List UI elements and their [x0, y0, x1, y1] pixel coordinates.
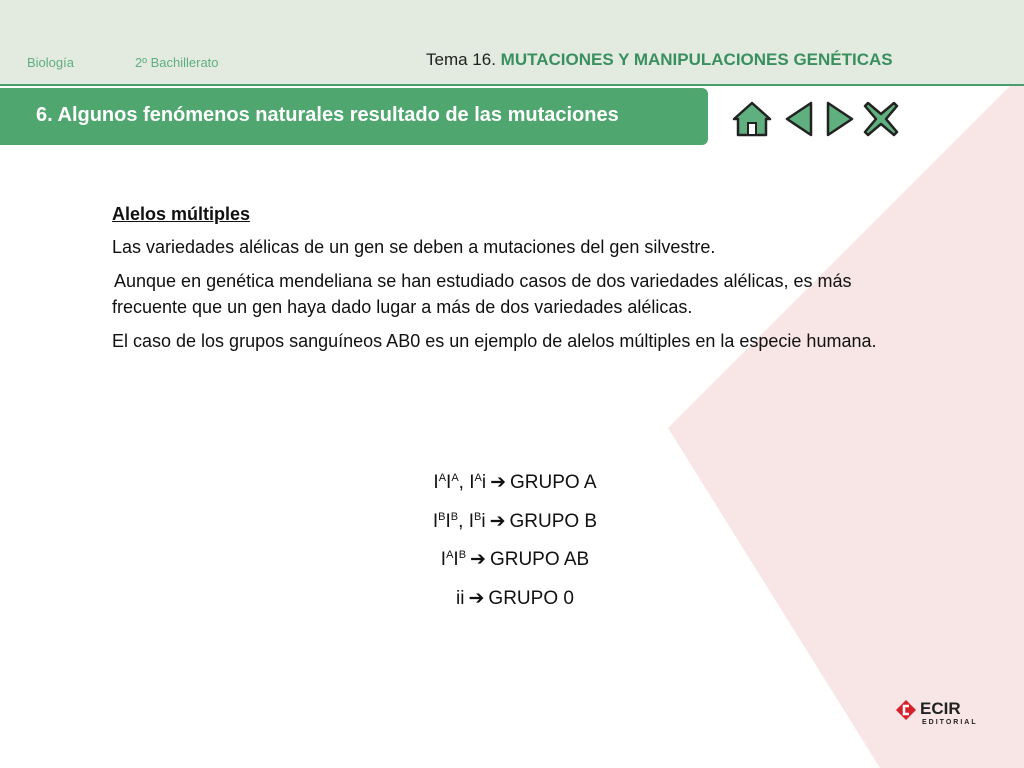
topic-prefix: Tema 16.	[426, 50, 501, 69]
close-button[interactable]	[862, 100, 900, 138]
previous-button[interactable]	[783, 100, 815, 138]
topic-name: MUTACIONES Y MANIPULACIONES GENÉTICAS	[500, 50, 893, 69]
formula-row	[390, 468, 640, 507]
blood-group-result: GRUPO AB	[489, 549, 590, 570]
next-button[interactable]	[824, 100, 856, 138]
formula-row	[390, 507, 640, 546]
close-icon	[862, 100, 900, 138]
arrow-right-icon: ➔	[470, 549, 486, 570]
allele-symbol: , I	[458, 510, 474, 532]
arrow-right-icon: ➔	[489, 510, 506, 532]
home-icon	[732, 100, 772, 138]
allele-symbol: I	[445, 510, 451, 532]
home-button[interactable]	[732, 100, 772, 138]
arrow-right-icon: ➔	[490, 472, 506, 493]
allele-superscript: A	[438, 472, 447, 484]
allele-superscript: B	[438, 510, 446, 523]
course-label: 2º Bachillerato	[135, 55, 219, 70]
arrow-right-icon: ➔	[468, 587, 485, 609]
allele-superscript: A	[451, 472, 459, 484]
allele-superscript: B	[458, 549, 467, 561]
formula-row	[390, 584, 640, 623]
allele-symbol: i	[481, 510, 486, 532]
allele-symbol: I	[432, 510, 439, 532]
blood-group-result: GRUPO A	[510, 472, 597, 493]
allele-symbol: I	[440, 549, 447, 570]
paragraph-3: El caso de los grupos sanguíneos AB0 es un ejemplo de alelos múltiples en la especie humana.	[112, 331, 877, 351]
paragraph-2: Aunque en genética mendeliana se han estudiado casos de dos variedades alélicas, es más frecuente que un gen haya dado lugar a más de dos variedades alélicas.	[112, 271, 852, 317]
allele-symbol: I	[446, 472, 452, 493]
triangle-left-icon	[783, 100, 815, 138]
allele-superscript: B	[473, 510, 482, 523]
ecir-editorial-logo	[896, 698, 986, 726]
blood-group-formulas	[390, 468, 640, 622]
triangle-right-icon	[824, 100, 856, 138]
blood-group-result: GRUPO B	[509, 510, 598, 532]
allele-superscript: A	[474, 472, 482, 484]
paragraph-1: Las variedades alélicas de un gen se deben a mutaciones del gen silvestre.	[112, 237, 716, 257]
main-content	[112, 201, 882, 362]
allele-symbol: ii	[456, 587, 465, 609]
logo-sub: EDITORIAL	[922, 719, 978, 726]
allele-superscript: A	[446, 549, 454, 561]
allele-symbol: , I	[458, 472, 475, 493]
top-header-bar	[0, 0, 1024, 84]
topic-title	[426, 50, 893, 70]
allele-symbol: I	[433, 472, 439, 493]
allele-symbol: I	[453, 549, 459, 570]
subject-label: Biología	[27, 55, 74, 70]
formula-row	[390, 545, 640, 584]
header-divider	[0, 84, 1024, 86]
section-title: 6. Algunos fenómenos naturales resultado de las mutaciones	[36, 104, 619, 126]
content-heading: Alelos múltiples	[112, 204, 251, 224]
blood-group-result: GRUPO 0	[488, 587, 574, 609]
logo-brand: ECIR	[920, 699, 961, 718]
allele-symbol: i	[481, 472, 487, 493]
allele-superscript: B	[450, 510, 459, 523]
